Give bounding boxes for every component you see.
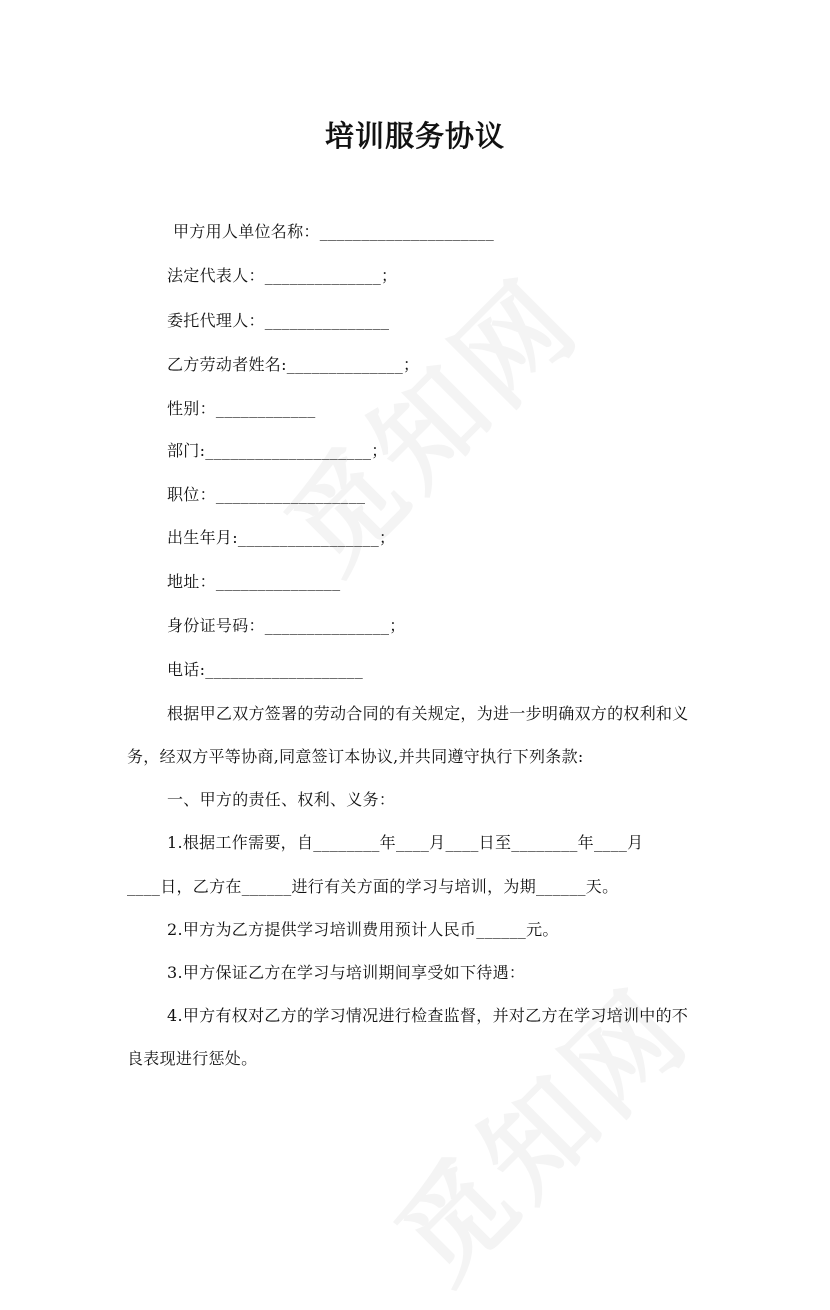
field-employer-name: 甲方用人单位名称：_____________________ bbox=[173, 222, 494, 241]
field-birth-date: 出生年月:_________________； bbox=[167, 528, 396, 547]
field-address: 地址：_______________ bbox=[167, 572, 341, 591]
field-gender: 性别：____________ bbox=[167, 399, 316, 418]
section-heading-party-a: 一、甲方的责任、权利、义务： bbox=[167, 790, 396, 809]
intro-paragraph-line-2: 务，经双方平等协商,同意签订本协议,并共同遵守执行下列条款: bbox=[127, 747, 584, 766]
field-phone: 电话:___________________ bbox=[167, 660, 363, 679]
clause-4-line-2: 良表现进行惩处。 bbox=[127, 1049, 258, 1068]
field-department: 部门:____________________； bbox=[167, 441, 388, 460]
clause-1-line-2: ____日，乙方在______进行有关方面的学习与培训，为期______天。 bbox=[127, 877, 619, 896]
document-title: 培训服务协议 bbox=[324, 119, 505, 153]
field-authorized-agent: 委托代理人：_______________ bbox=[167, 311, 390, 330]
field-legal-representative: 法定代表人：______________； bbox=[167, 266, 398, 285]
clause-1-line-1: 1.根据工作需要，自________年____月____日至________年____月 bbox=[167, 833, 644, 852]
field-position: 职位：__________________ bbox=[167, 485, 366, 504]
intro-paragraph-line-1: 根据甲乙双方签署的劳动合同的有关规定，为进一步明确双方的权利和义 bbox=[167, 704, 689, 723]
field-id-number: 身份证号码：_______________； bbox=[167, 616, 406, 635]
clause-2: 2.甲方为乙方提供学习培训费用预计人民币______元。 bbox=[167, 920, 559, 939]
watermark-bottom bbox=[356, 948, 718, 1310]
field-employee-name: 乙方劳动者姓名:______________； bbox=[167, 355, 420, 374]
clause-3: 3.甲方保证乙方在学习与培训期间享受如下待遇： bbox=[167, 963, 526, 982]
clause-4-line-1: 4.甲方有权对乙方的学习情况进行检查监督，并对乙方在学习培训中的不 bbox=[167, 1006, 689, 1025]
